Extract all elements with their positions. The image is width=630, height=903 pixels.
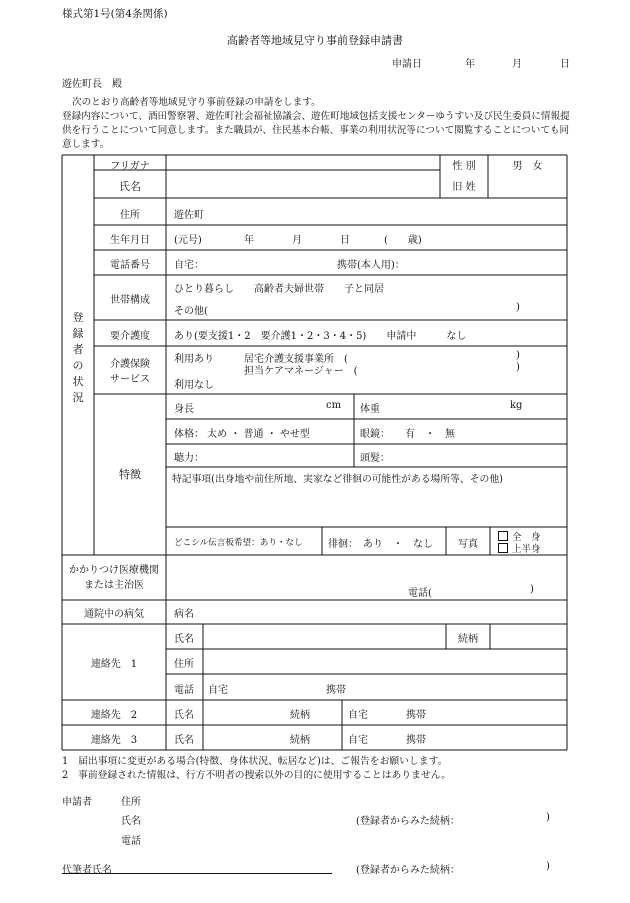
clinic-label-2: または主治医 [84,580,144,591]
birthdate-label: 生年月日 [110,235,150,246]
photo-half-checkbox[interactable] [498,543,508,553]
care-manager-close: ) [516,362,520,373]
phone-label: 電話番号 [110,260,150,271]
weight-label: 体重 [360,404,380,415]
contact-3-label: 連絡先 3 [90,735,138,746]
contact-3-mobile-label: 携帯 [406,735,426,746]
clinic-label-1: かかりつけ医療機関 [69,565,159,576]
illness-label: 通院中の病気 [84,609,144,620]
weight-unit: kg [510,400,523,411]
wandering-option[interactable]: 徘徊： あり ・ なし [328,539,433,550]
photo-half-option[interactable]: 上半身 [498,541,541,555]
note-1: 1 届出事項に変更がある場合(特徴、身体状況、転居など)は、ご報告をお願いします。 [62,756,448,767]
birth-day: 日 [340,235,350,246]
gender-label: 性 別 [452,161,476,172]
birth-year: 年 [244,235,254,246]
clinic-phone-close: ) [530,584,534,595]
contact-1-phone-label: 電話 [174,685,194,696]
glasses-options[interactable]: 眼鏡： 有 ・ 無 [360,429,455,440]
proxy-relation-close: ) [546,861,550,872]
address-value: 遊佐町 [174,210,204,221]
address-label: 住所 [120,210,140,221]
height-unit: cm [326,400,342,411]
care-manager: 担当ケアマネージャー ( [244,366,358,377]
birth-month: 月 [292,235,302,246]
care-office-close: ) [516,350,520,361]
proxy-name-label: 代筆者氏名 [62,865,112,876]
date-month-label: 月 [512,59,522,70]
care-service-label-1: 介護保険 [110,359,150,370]
build-options[interactable]: 体格： 太め ・ 普通 ・ やせ型 [174,429,310,440]
photo-label: 写真 [458,539,478,550]
contact-1-address-label: 住所 [174,659,194,670]
addressee: 遊佐町長 殿 [62,79,122,90]
contact-1-mobile-label: 携帯 [326,685,346,696]
care-office: 居宅介護支援事業所 ( [244,354,348,365]
applicant-address-label: 住所 [121,797,141,808]
birth-age: ( 歳) [384,235,422,246]
care-none[interactable]: 利用なし [174,380,214,391]
contact-3-relation-label: 続柄 [290,735,310,746]
date-day-label: 日 [560,59,570,70]
care-use[interactable]: 利用あり [174,354,214,365]
gender-options[interactable]: 男 女 [512,161,543,172]
care-level-options[interactable]: あり(要支援1・2 要介護1・2・3・4・5) 申請中 なし [174,331,467,342]
registrant-status-label: 登 録 者 の 状 況 [72,311,84,404]
note-2: 2 事前登録された情報は、行方不明者の捜索以外の目的に使用することはありません。 [62,770,451,781]
illness-value: 病名 [174,609,194,620]
photo-full-option[interactable]: 全 身 [498,529,541,543]
form-number: 様式第1号(第4条関係) [62,8,168,20]
household-other-close: ) [516,302,520,313]
page-title: 高齢者等地域見守り事前登録申請書 [227,34,403,47]
applicant-name-label: 氏名 [121,816,141,827]
contact-2-home-label: 自宅 [348,710,368,721]
height-label: 身長 [174,404,194,415]
contact-2-name-label: 氏名 [174,710,194,721]
contact-1-label: 連絡先 1 [90,659,138,670]
contact-3-name-label: 氏名 [174,735,194,746]
dokoshiru-option[interactable]: どこシル伝言板希望：あり・なし [174,538,303,548]
maiden-name-label: 旧 姓 [452,182,476,193]
proxy-relation-label: (登録者からみた続柄： [356,865,460,876]
applicant-relation-label: (登録者からみた続柄： [356,816,460,827]
application-date-label: 申請日 [392,59,422,70]
contact-2-label: 連絡先 2 [90,710,138,721]
applicant-phone-label: 電話 [121,836,141,847]
features-label: 特徴 [119,468,141,481]
hair-label: 頭髪： [360,453,390,464]
contact-2-mobile-label: 携帯 [406,710,426,721]
proxy-name-line[interactable] [62,873,332,874]
contact-1-relation-label: 続柄 [458,634,478,645]
special-notes-label: 特記事項(出身地や前住所地、実家など徘徊の可能性がある場所等、その他) [172,474,503,485]
household-label: 世帯構成 [110,295,150,306]
clinic-phone: 電話( [408,588,432,599]
applicant-relation-close: ) [546,812,550,823]
phone-mobile: 携帯(本人用)： [337,260,405,271]
contact-1-name-label: 氏名 [174,634,194,645]
photo-full-checkbox[interactable] [498,531,508,541]
intro-line-1: 次のとおり高齢者等地域見守り事前登録の申請をします。 [72,97,321,108]
phone-home: 自宅： [174,260,204,271]
contact-1-home-label: 自宅 [208,685,228,696]
furigana-label: フリガナ [110,161,150,172]
household-options[interactable]: ひとり暮らし 高齢者夫婦世帯 子と同居 [174,284,384,295]
date-year-label: 年 [465,59,475,70]
household-other: その他( [174,306,208,317]
hearing-label: 聴力： [174,453,204,464]
care-level-label: 要介護度 [110,331,150,342]
care-service-label-2: サービス [110,374,150,385]
contact-3-home-label: 自宅 [348,735,368,746]
contact-2-relation-label: 続柄 [290,710,310,721]
intro-line-2: 登録内容について、酒田警察署、遊佐町社会福祉協議会、遊佐町地域包括支援センターゆうすい及び民生委員に情報提供を行うことについて同意します。また職員が、住民基本台帳、事業の利用状況等について閲覧することについても同意します。 [62,111,570,150]
applicant-label: 申請者 [62,797,92,808]
birth-era: (元号) [174,235,202,246]
name-label: 氏名 [119,180,141,193]
